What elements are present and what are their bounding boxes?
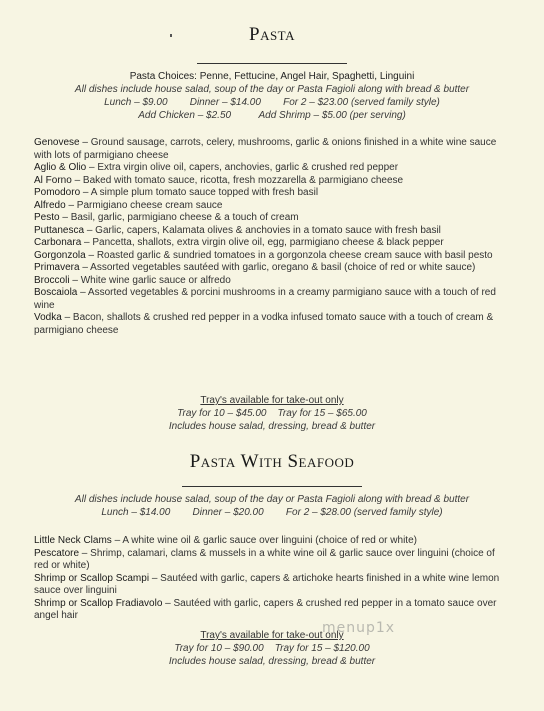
menu-item-description: – Baked with tomato sauce, ricotta, fresh mozzarella & parmigiano cheese	[71, 174, 404, 186]
seafood-items-list	[34, 535, 504, 623]
menu-item-description: – A simple plum tomato sauce topped with fresh basil	[80, 187, 319, 198]
pasta-choices: Pasta Choices: Penne, Fettucine, Angel Hair, Spaghetti, Linguini	[129, 71, 415, 82]
menu-item-name: Genovese	[34, 137, 80, 148]
menu-item-name: Alfredo	[34, 199, 66, 211]
menu-item-description: – Parmigiano cheese cream sauce	[65, 199, 223, 211]
menu-item-name: Little Neck Clams	[34, 535, 112, 546]
menu-item	[34, 212, 504, 225]
menu-item-description: – Ground sausage, carrots, celery, mushrooms, garlic & onions finished in a white wine sauce with lots of parmigiano cheese	[34, 137, 497, 161]
watermark: menup1x	[322, 620, 396, 636]
seafood-trays-heading	[0, 629, 544, 642]
menu-item-name: Vodka	[34, 312, 62, 323]
pasta-title-rule	[197, 63, 347, 64]
menu-item-description: – Roasted garlic & sundried tomatoes in a gorgonzola cheese cream sauce with basil pesto	[85, 249, 493, 261]
pasta-trays-prices: Tray for 10 – $45.00 Tray for 15 – $65.00	[177, 408, 367, 419]
menu-item-description: – Bacon, shallots & crushed red pepper in a vodka infused tomato sauce with a touch of cream & parmigiano cheese	[34, 312, 494, 336]
pasta-items-list	[34, 137, 504, 337]
menu-item-description: – Assorted vegetables & porcini mushrooms in a creamy parmigiano sauce with a touch of red wine	[34, 287, 496, 311]
menu-item	[34, 237, 504, 250]
menu-item	[34, 312, 504, 337]
pasta-trays-heading	[0, 394, 544, 407]
seafood-includes: All dishes include house salad, soup of the day or Pasta Fagioli along with bread & butter	[74, 494, 470, 505]
menu-item	[34, 137, 504, 162]
seafood-title-rule	[182, 486, 362, 487]
menu-item	[34, 250, 504, 263]
menu-item	[34, 548, 504, 573]
menu-item-description: – Extra virgin olive oil, capers, anchovies, garlic & crushed red pepper	[86, 162, 399, 173]
menu-item-name: Pesto	[34, 212, 60, 223]
menu-item	[34, 598, 504, 623]
menu-item-name: Carbonara	[34, 237, 82, 248]
menu-item-name: Al Forno	[34, 174, 72, 186]
seafood-trays-includes: Includes house salad, dressing, bread & butter	[168, 656, 376, 667]
menu-item-name: Broccoli	[34, 274, 70, 286]
menu-item-name: Boscaiola	[34, 287, 78, 298]
menu-item-name: Pescatore	[34, 547, 80, 559]
seafood-trays-prices: Tray for 10 – $90.00 Tray for 15 – $120.00	[174, 643, 370, 654]
menu-item-description: – Sautéed with garlic, capers & artichoke hearts finished in a white wine lemon sauce over linguini	[34, 572, 500, 596]
menu-item	[34, 262, 504, 275]
menu-item-description: – A white wine oil & garlic sauce over linguini (choice of red or white)	[111, 535, 417, 546]
menu-item-description: – Shrimp, calamari, clams & mussels in a white wine oil & garlic sauce over linguini (choice of red or white)	[34, 547, 495, 571]
pasta-trays-heading-text: Tray's available for take-out only	[200, 395, 344, 406]
seafood-trays-heading-text: Tray's available for take-out only	[200, 630, 344, 641]
pasta-prices: Lunch – $9.00 Dinner – $14.00 For 2 – $23.00 (served family style)	[104, 97, 440, 108]
menu-item-description: – Garlic, capers, Kalamata olives & anchovies in a tomato sauce with fresh basil	[84, 224, 441, 236]
menu-item	[34, 187, 504, 200]
menu-item	[34, 275, 504, 288]
menu-item-name: Shrimp or Scallop Scampi	[34, 572, 150, 584]
menu-item-name: Shrimp or Scallop Fradiavolo	[34, 597, 163, 609]
menu-item	[34, 175, 504, 188]
pasta-trays-includes: Includes house salad, dressing, bread & butter	[168, 421, 376, 432]
menu-item-description: – Assorted vegetables sautéed with garlic, oregano & basil (choice of red or white sauce)	[79, 262, 476, 273]
menu-item-description: – Basil, garlic, parmigiano cheese & a touch of cream	[59, 212, 299, 223]
menu-item-name: Puttanesca	[34, 224, 85, 236]
menu-item-description: – Pancetta, shallots, extra virgin olive oil, egg, parmigiano cheese & black pepper	[81, 237, 444, 248]
menu-item	[34, 162, 504, 175]
pasta-title: Pasta	[249, 24, 295, 45]
menu-item	[34, 535, 504, 548]
seafood-prices: Lunch – $14.00 Dinner – $20.00 For 2 – $28.00 (served family style)	[101, 507, 443, 518]
menu-item	[34, 225, 504, 238]
pasta-includes: All dishes include house salad, soup of the day or Pasta Fagioli along with bread & butter	[74, 84, 470, 95]
menu-item-name: Aglio & Olio	[34, 162, 87, 173]
menu-item-name: Pomodoro	[34, 187, 81, 198]
pasta-addons: Add Chicken – $2.50 Add Shrimp – $5.00 (per serving)	[138, 110, 406, 121]
menu-item-name: Gorgonzola	[34, 249, 86, 261]
menu-item	[34, 573, 504, 598]
menu-item	[34, 287, 504, 312]
menu-item-description: – White wine garlic sauce or alfredo	[69, 274, 231, 286]
menu-item-description: – Sautéed with garlic, capers & crushed red pepper in a tomato sauce over angel hair	[34, 597, 497, 621]
menu-item-name: Primavera	[34, 262, 80, 273]
seafood-title: Pasta With Seafood	[189, 451, 355, 472]
menu-item	[34, 200, 504, 213]
